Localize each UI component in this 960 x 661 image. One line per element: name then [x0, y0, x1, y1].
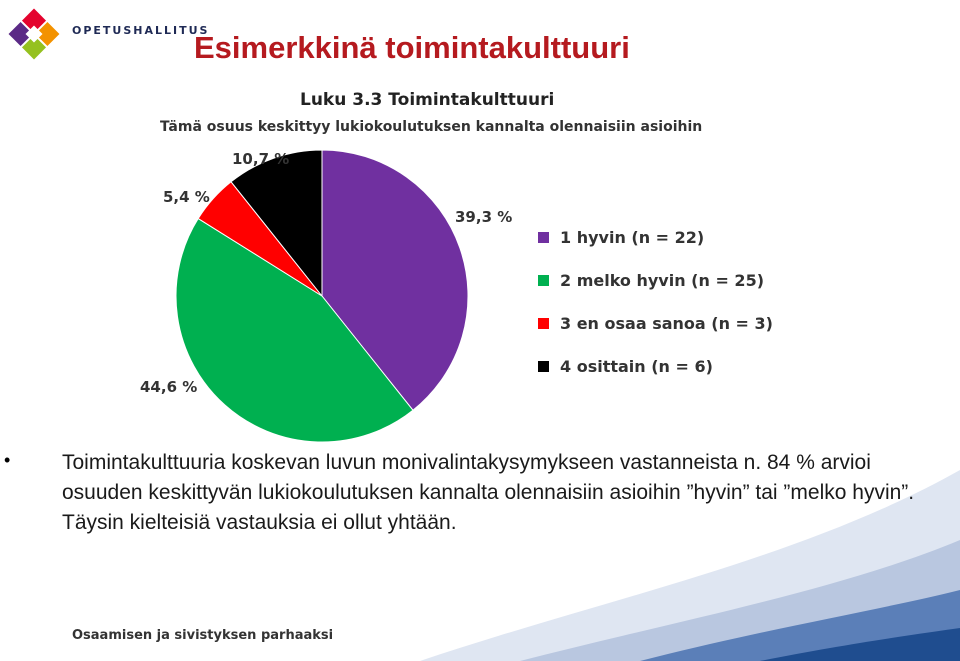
legend-label: 3 en osaa sanoa (n = 3) — [560, 314, 773, 333]
legend-swatch — [538, 361, 549, 372]
slice-value-label: 10,7 % — [232, 150, 290, 168]
slice-value-label: 5,4 % — [163, 188, 210, 206]
legend-label: 4 osittain (n = 6) — [560, 357, 713, 376]
chart-title: Luku 3.3 Toimintakulttuuri — [300, 90, 555, 110]
bullet-dot-icon: • — [4, 450, 11, 470]
chart-subtitle: Tämä osuus keskittyy lukiokoulutuksen kannalta olennaisiin asioihin — [160, 119, 703, 135]
footer-slogan: Osaamisen ja sivistyksen parhaaksi — [72, 628, 334, 643]
legend-label: 2 melko hyvin (n = 25) — [560, 271, 765, 290]
legend-swatch — [538, 232, 549, 243]
slice-value-label: 44,6 % — [140, 378, 198, 396]
legend-label: 1 hyvin (n = 22) — [560, 228, 705, 247]
page-title: Esimerkkinä toimintakulttuuri — [194, 30, 630, 65]
brand-name: OPETUSHALLITUS — [72, 24, 210, 37]
bullet-text: Toimintakulttuuria koskevan luvun monivalintakysymykseen vastanneista n. 84 % arvioi osuuden keskittyvän lukiokoulutuksen kannalta olennaisiin asioihin ”hyvin” tai ”melko hyvin”. Täysin kielteisiä vastauksia ei ollut yhtään. — [62, 451, 915, 534]
legend-swatch — [538, 275, 549, 286]
slice-value-label: 39,3 % — [455, 208, 513, 226]
legend-swatch — [538, 318, 549, 329]
